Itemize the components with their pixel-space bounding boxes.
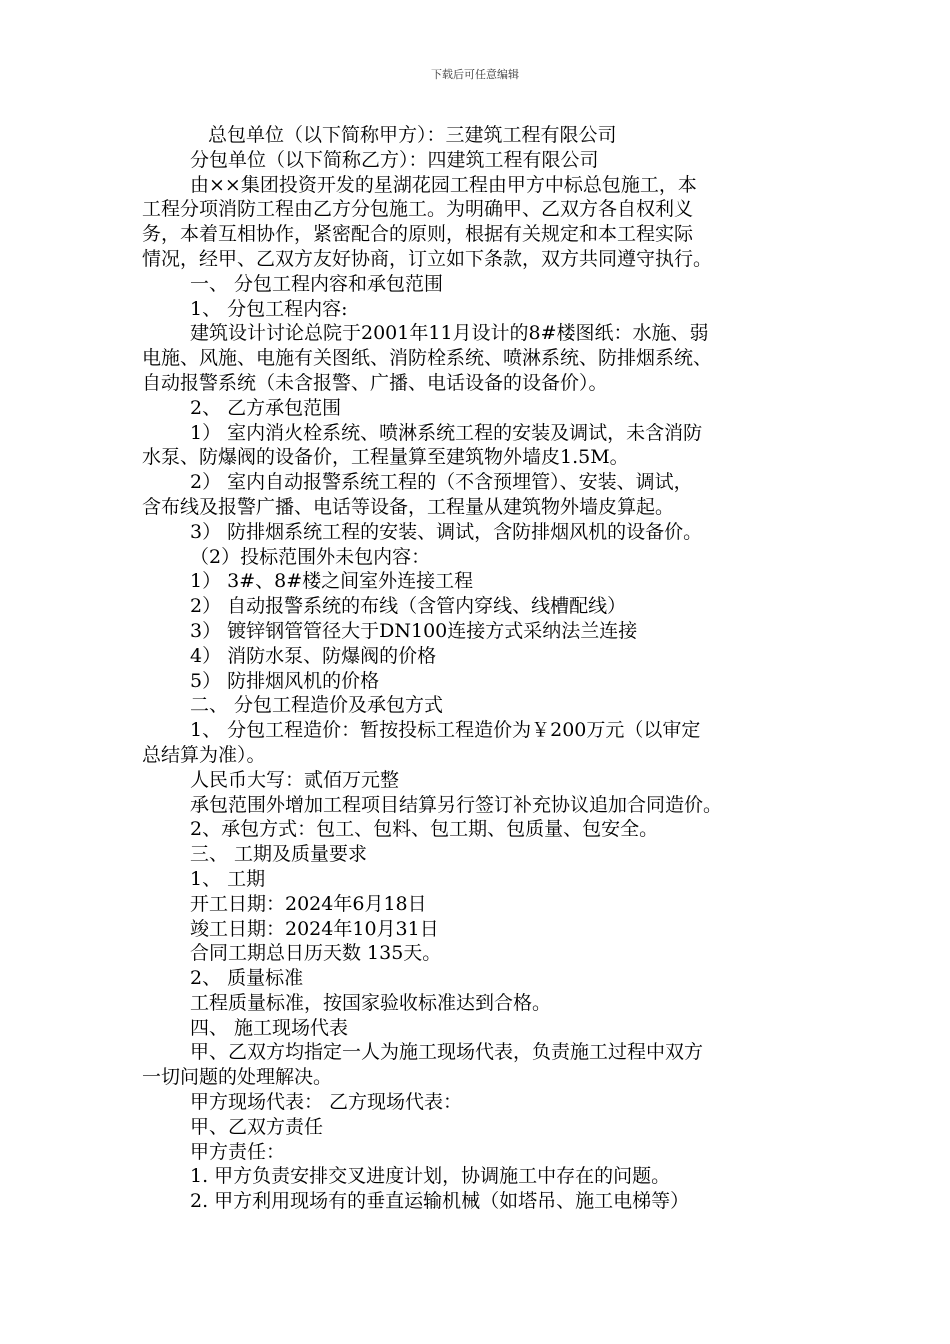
document-line: 二、 分包工程造价及承包方式	[190, 694, 444, 717]
document-line: 3） 防排烟系统工程的安装、调试，含防排烟风机的设备价。	[190, 520, 703, 543]
page-header-note: 下载后可任意编辑	[431, 68, 519, 81]
document-line: 分包单位（以下简称乙方）：四建筑工程有限公司	[190, 148, 599, 171]
document-line: 建筑设计讨论总院于2001年11月设计的8#楼图纸：水施、弱	[190, 322, 709, 345]
document-line: 由××集团投资开发的星湖花园工程由甲方中标总包施工，本	[190, 173, 697, 196]
document-line: 1） 3#、8#楼之间室外连接工程	[190, 570, 474, 593]
document-line: 1、 分包工程造价：暂按投标工程造价为￥200万元（以审定	[190, 719, 701, 742]
document-line: 工程分项消防工程由乙方分包施工。为明确甲、乙双方各自权利义	[142, 198, 694, 221]
document-line: 甲方责任：	[190, 1140, 286, 1163]
document-line: 工程质量标准，按国家验收标准达到合格。	[190, 991, 552, 1014]
document-line: 务，本着互相协作，紧密配合的原则，根据有关规定和本工程实际	[142, 223, 694, 246]
document-line: 竣工日期：2024年10月31日	[190, 917, 439, 940]
document-line: 自动报警系统（未含报警、广播、电话设备的设备价）。	[142, 371, 608, 394]
document-line: 2、 乙方承包范围	[190, 396, 342, 419]
document-line: 1） 室内消火栓系统、喷淋系统工程的安装及调试，未含消防	[190, 421, 703, 444]
document-line: 1、 分包工程内容:	[190, 297, 348, 320]
document-line: 1. 甲方负责安排交叉进度计划，协调施工中存在的问题。	[190, 1165, 671, 1188]
document-line: 承包范围外增加工程项目结算另行签订补充协议追加合同造价。	[190, 793, 723, 816]
document-line: 三、 工期及质量要求	[190, 843, 368, 866]
document-line: 四、 施工现场代表	[190, 1016, 349, 1039]
document-line: 3） 镀锌钢管管径大于DN100连接方式采纳法兰连接	[190, 619, 638, 642]
document-line: （2）投标范围外未包内容：	[190, 545, 431, 568]
document-line: 总包单位（以下简称甲方）：三建筑工程有限公司	[208, 124, 617, 146]
document-line: 合同工期总日历天数 135天。	[190, 942, 442, 965]
document-line: 甲、乙双方责任	[190, 1115, 324, 1138]
document-line: 一、 分包工程内容和承包范围	[190, 272, 444, 295]
document-line: 2） 自动报警系统的布线（含管内穿线、线槽配线）	[190, 595, 627, 618]
document-line: 2） 室内自动报警系统工程的（不含预埋管）、安装、调试，	[190, 471, 693, 494]
document-line: 5） 防排烟风机的价格	[190, 669, 380, 692]
document-line: 甲、乙双方均指定一人为施工现场代表，负责施工过程中双方	[190, 1041, 704, 1064]
document-body	[142, 123, 822, 1214]
document-line: 甲方现场代表： 乙方现场代表：	[190, 1091, 463, 1114]
document-line: 情况，经甲、乙双方友好协商，订立如下条款，双方共同遵守执行。	[142, 247, 713, 270]
document-line: 2、承包方式：包工、包料、包工期、包质量、包安全。	[190, 818, 659, 841]
document-line: 开工日期：2024年6月18日	[190, 892, 427, 915]
document-line: 含布线及报警广播、电话等设备，工程量从建筑物外墙皮算起。	[142, 495, 675, 518]
document-line: 2、 质量标准	[190, 967, 304, 990]
document-line: 一切问题的处理解决。	[142, 1066, 333, 1089]
document-line: 电施、风施、电施有关图纸、消防栓系统、喷淋系统、防排烟系统、	[142, 347, 713, 370]
document-line: 水泵、防爆阀的设备价，工程量算至建筑物外墙皮1.5M。	[142, 446, 629, 469]
document-line: 4） 消防水泵、防爆阀的价格	[190, 644, 437, 667]
document-line: 人民币大写：贰佰万元整	[190, 768, 400, 791]
document-line: 总结算为准）。	[142, 743, 266, 766]
document-line: 1、 工期	[190, 867, 266, 890]
document-line: 2. 甲方利用现场有的垂直运输机械（如塔吊、施工电梯等）	[190, 1190, 690, 1213]
